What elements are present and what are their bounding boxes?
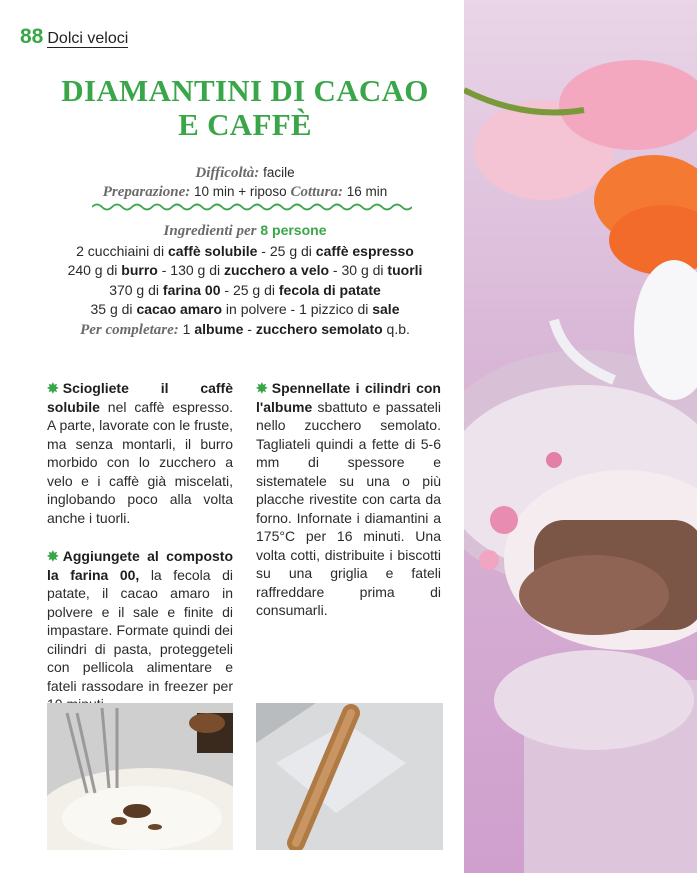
step-photo-whisking: [47, 703, 233, 850]
ingredients-heading: Ingredienti per: [163, 223, 257, 239]
recipe-title-line2: E CAFFÈ: [178, 107, 312, 142]
step-1: [47, 379, 233, 527]
step-3-lead: Spennellate i cilindri con l'albume: [256, 380, 441, 415]
step-2-text: la fecola di patate, il cacao amaro in polvere e il sale e finite di impastare. Formate quindi dei cilindri di pasta, proteggeteli con pellicola alimentare e fateli rassodare in freezer per: [47, 566, 233, 694]
difficulty-line: [40, 163, 450, 183]
complete-label: Per completare:: [80, 321, 179, 338]
ingredients-block: [40, 221, 450, 340]
prep-value: 10 min + riposo: [194, 184, 287, 199]
step-1-text: nel caffè espresso. A parte, lavorate con le fruste, ma senza montarli, il burro morbido con lo zucchero a velo e i caffè già miscelati, inglobando poco alla volta anche i tuorli.: [47, 398, 233, 526]
ingredient-line: 240 g di burro - 130 g di zucchero a velo - 30 g di tuorli: [67, 262, 423, 278]
step-2: [47, 547, 233, 714]
cook-label: Cottura:: [290, 184, 343, 200]
time-line: [40, 182, 450, 202]
ingredient-line: Per completare: 1 albume - zucchero semolato q.b.: [80, 320, 410, 338]
page-number: 88: [20, 25, 44, 48]
difficulty-value: facile: [263, 165, 295, 180]
bullet-icon: ✸: [47, 380, 59, 396]
dough-roll-illustration: [256, 703, 443, 850]
instructions-column-2: [256, 379, 441, 640]
prep-label: Preparazione:: [102, 184, 191, 200]
bullet-icon: ✸: [47, 548, 59, 564]
step-2-lead: Aggiungete al composto la farina 00,: [47, 548, 233, 583]
step-1-lead: Sciogliete il caffè solubile: [47, 380, 233, 415]
wavy-divider: [92, 202, 412, 212]
ingredient-line: 35 g di cacao amaro in polvere - 1 pizzico di sale: [90, 301, 400, 317]
difficulty-label: Difficoltà:: [195, 165, 260, 181]
ingredients-heading-line: [40, 221, 450, 242]
hero-photo: [464, 0, 697, 873]
step-3-text: sbattuto e passateli nello zucchero semolato. Tagliateli quindi a fette di 5-6 mm di spessore e sistematele su una o più placche rivestite con carta da forno. Infornate i diamantini a 175°C per 16 minuti. Una volta cotti, distribuite i biscotti su una griglia e fateli raffreddare prima di consumarli.: [256, 398, 442, 618]
step-photo-dough-roll: [256, 703, 443, 850]
ingredient-line: 370 g di farina 00 - 25 g di fecola di patate: [109, 281, 381, 298]
cook-value: 16 min: [346, 184, 388, 199]
section-name: Dolci veloci: [47, 30, 129, 47]
step-3: [256, 379, 441, 620]
whisk-photo-illustration: [47, 703, 233, 850]
instructions-column-1: [47, 379, 233, 734]
hero-photo-illustration: [464, 0, 697, 873]
recipe-title: [40, 74, 450, 142]
bullet-icon: ✸: [256, 380, 268, 396]
recipe-title-line1: DIAMANTINI DI CACAO: [61, 73, 429, 108]
page-header: [20, 25, 128, 49]
ingredient-line: 2 cucchiaini di caffè solubile - 25 g di caffè espresso: [76, 242, 414, 259]
servings: 8 persone: [260, 222, 327, 238]
